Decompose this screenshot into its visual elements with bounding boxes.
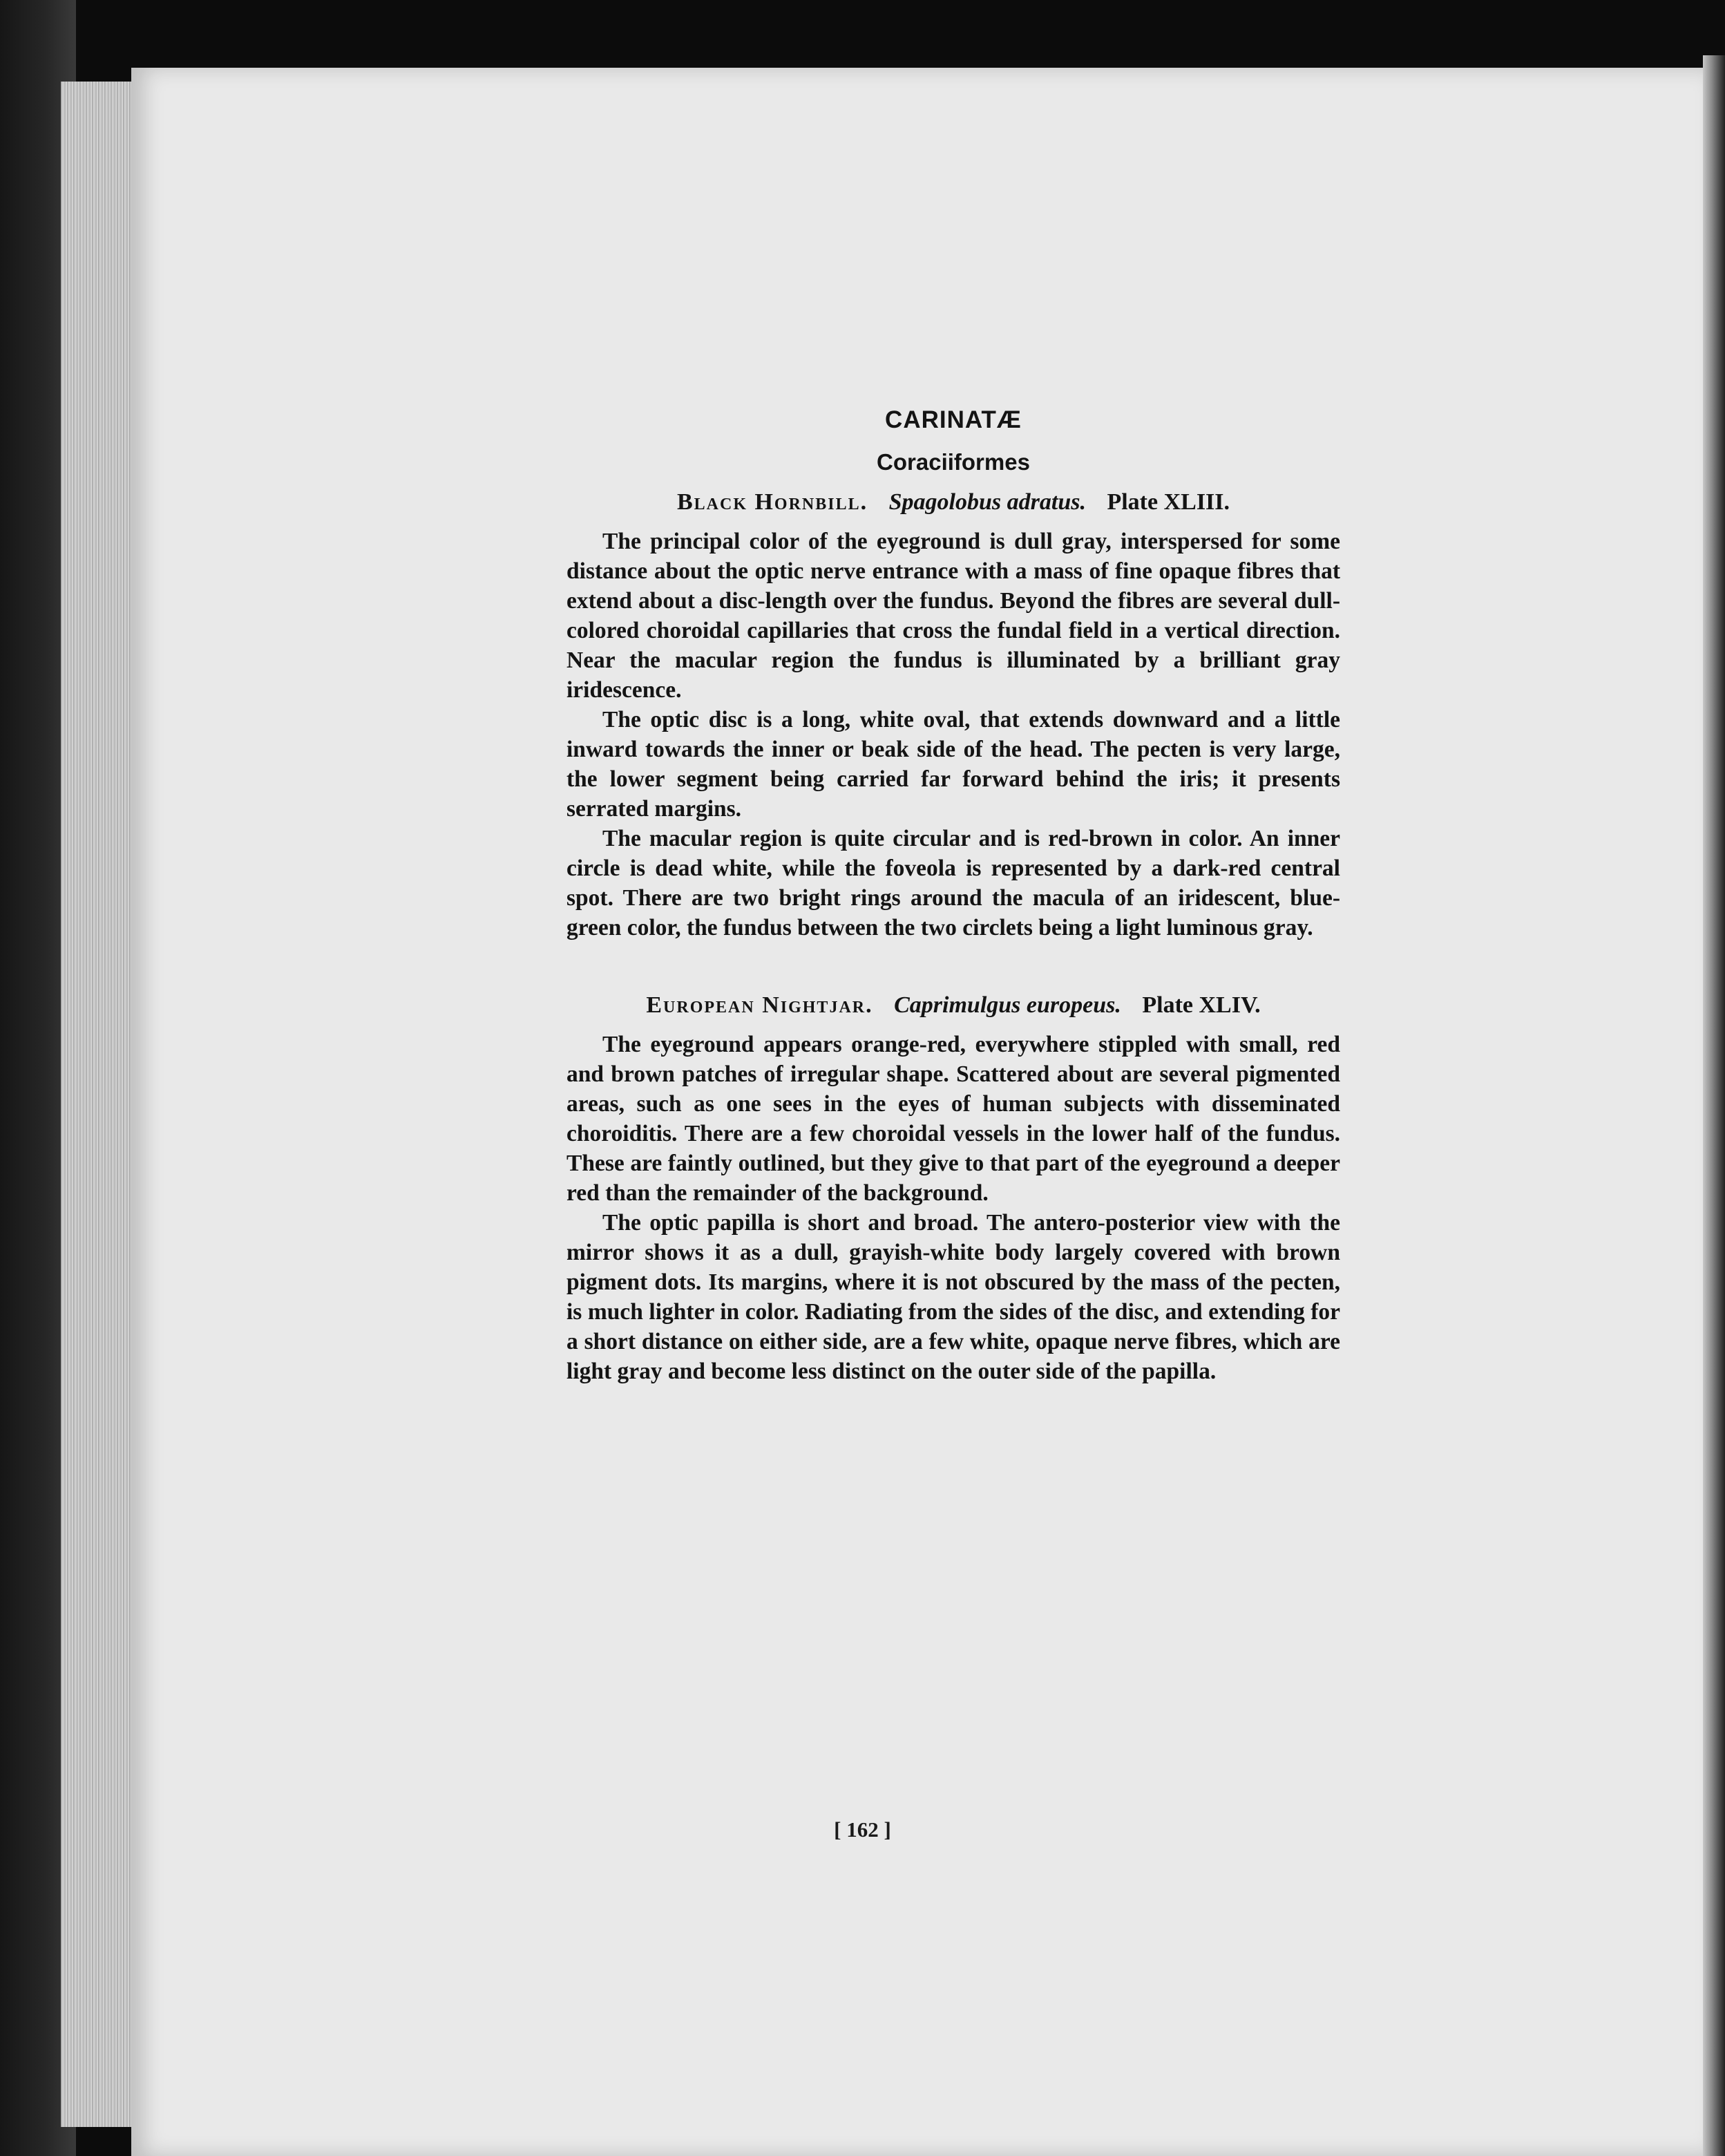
page-content bbox=[566, 406, 1340, 1386]
latin-name: Spagolobus adratus. bbox=[888, 489, 1086, 515]
common-name: Black Hornbill. bbox=[676, 489, 868, 515]
entry-european-nightjar bbox=[566, 992, 1340, 1386]
latin-name: Caprimulgus europeus. bbox=[894, 992, 1121, 1018]
paragraph: The macular region is quite circular and is red-brown in color. An inner circle is dead white, while the foveola is represented by a dark-red central spot. There are two bright rings around the macula of an iridescent, blue-green color, the fundus between the two circlets being a light luminous gray. bbox=[566, 826, 1340, 940]
entry-title bbox=[566, 489, 1340, 516]
order-heading: CARINATÆ bbox=[885, 406, 1022, 433]
entry-black-hornbill bbox=[566, 489, 1340, 943]
common-name: European Nightjar. bbox=[646, 992, 873, 1018]
paragraph: The optic disc is a long, white oval, that extends downward and a little inward towards the inner or beak side of the head. The pecten is very large, the lower segment being carried far forward behind the iris; it presents serrated margins. bbox=[566, 707, 1340, 822]
section-gap bbox=[566, 943, 1340, 992]
suborder-heading: Coraciiformes bbox=[877, 449, 1030, 475]
entry-title bbox=[566, 992, 1340, 1019]
paragraph: The eyeground appears orange-red, everywhere stippled with small, red and brown patches of irregular shape. Scattered about are several pigmented areas, such as one sees in the eyes of human subjects with disseminated choroiditis. There are a few choroidal vessels in the lower half of the fundus. These are faintly outlined, but they give to that part of the eyeground a deeper red than the remainder of the background. bbox=[566, 1032, 1340, 1206]
page-number: [ 162 ] bbox=[834, 1817, 891, 1842]
plate-reference: Plate XLIV. bbox=[1142, 992, 1261, 1018]
paragraph: The optic papilla is short and broad. The antero-posterior view with the mirror shows it as a dull, grayish-white body largely covered with brown pigment dots. Its margins, where it is not obscured by the mass of the pecten, is much lighter in color. Radiating from the sides of the disc, and extending for a short distance on either side, are a few white, opaque nerve fibres, which are light gray and become less distinct on the outer side of the papilla. bbox=[566, 1210, 1340, 1384]
plate-reference: Plate XLIII. bbox=[1107, 489, 1230, 515]
paragraph: The principal color of the eyeground is dull gray, interspersed for some distance about the optic nerve entrance with a mass of fine opaque fibres that extend about a disc-length over the fundus. Beyond the fibres are several dull-colored choroidal capillaries that cross the fundal field in a vertical direction. Near the macular region the fundus is illuminated by a brilliant gray iridescence. bbox=[566, 529, 1340, 703]
